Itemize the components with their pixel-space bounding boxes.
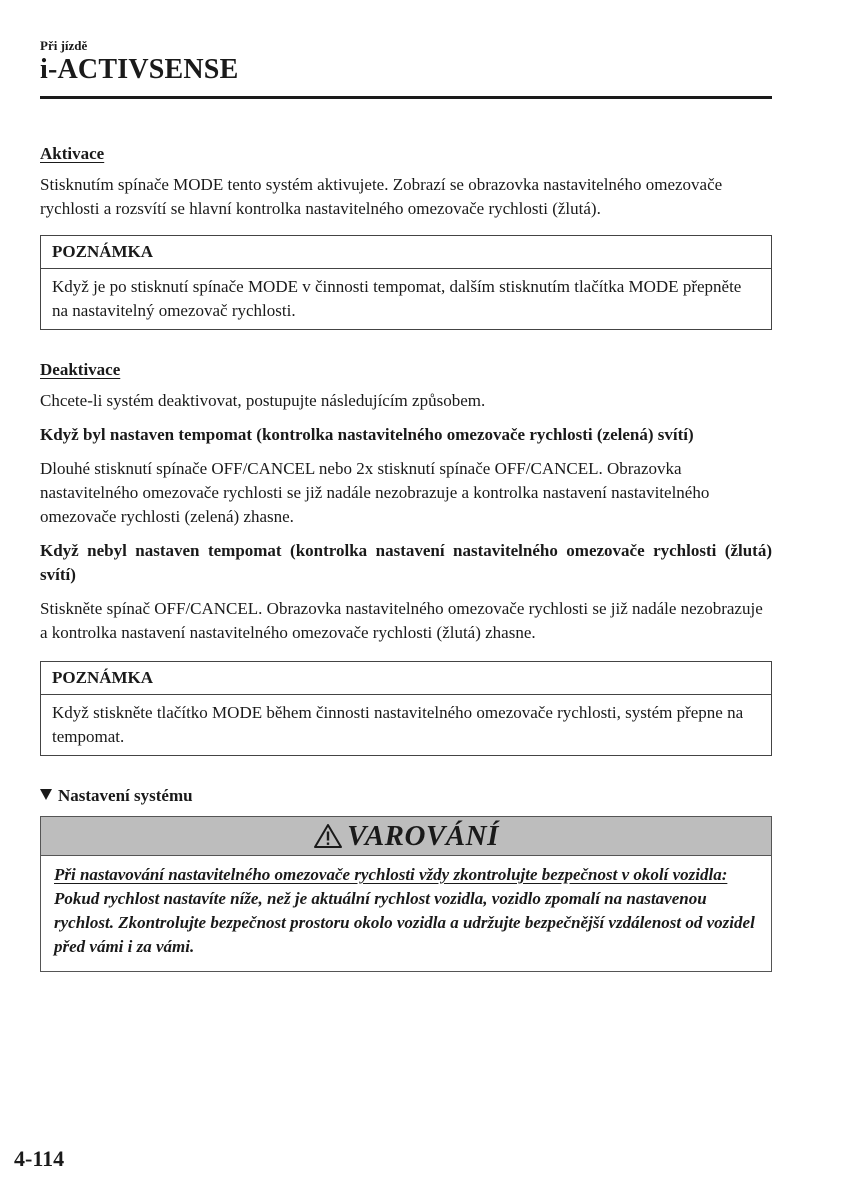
deactivation-intro: Chcete-li systém deaktivovat, postupujte následujícím způsobem. — [40, 391, 486, 410]
deactivation-note — [40, 661, 772, 756]
activation-text: Stisknutím spínače MODE tento systém aktivujete. Zobrazí se obrazovka nastavitelného omezovače rychlosti a rozsvítí se hlavní kontrolka nastavitelného omezovače rychlosti (žlutá). — [40, 175, 723, 218]
note-label: POZNÁMKA — [41, 662, 771, 695]
note-text: Když stiskněte tlačítko MODE během činnosti nastavitelného omezovače rychlosti, systém přepne na tempomat. — [52, 703, 744, 746]
warning-title: Při nastavování nastavitelného omezovače rychlosti vždy zkontrolujte bezpečnost v okolí vozidla: — [54, 865, 728, 884]
warning-triangle-icon — [313, 823, 343, 849]
warning-label: VAROVÁNÍ — [347, 819, 499, 852]
system-settings-label: Nastavení systému — [58, 786, 193, 805]
warning-text: Pokud rychlost nastavíte níže, než je aktuální rychlost vozidla, vozidlo zpomalí na nastavenou rychlost. Zkontrolujte bezpečnost prostoru okolo vozidla a udržujte bezpečnější vzdálenost od vozidel před vámi i za vámi. — [54, 889, 755, 956]
page-number: 4-114 — [14, 1146, 65, 1171]
deactivation-case1-text: Dlouhé stisknutí spínače OFF/CANCEL nebo 2x stisknutí spínače OFF/CANCEL. Obrazovka nastavitelného omezovače rychlosti se již nadále nezobrazuje a kontrolka nastavení nastavitelného omezovače rychlosti (zelená) zhasne. — [40, 459, 710, 526]
activation-note — [40, 235, 772, 330]
activation-heading: Aktivace — [40, 144, 105, 163]
system-settings-heading — [40, 786, 772, 806]
deactivation-case1-title: Když byl nastaven tempomat (kontrolka nastavitelného omezovače rychlosti (zelená) svítí) — [40, 425, 694, 444]
note-label: POZNÁMKA — [41, 236, 771, 269]
main-content — [40, 144, 772, 972]
warning-body — [41, 856, 771, 971]
triangle-down-icon — [40, 789, 52, 800]
warning-header — [41, 817, 771, 856]
deactivation-case2-title: Když nebyl nastaven tempomat (kontrolka nastavení nastavitelného omezovače rychlosti (žlutá) svítí) — [40, 541, 772, 584]
breadcrumb: Při jízdě — [40, 38, 88, 53]
page-title: i-ACTIVSENSE — [40, 54, 239, 85]
deactivation-heading: Deaktivace — [40, 360, 121, 379]
title-divider — [40, 96, 772, 99]
deactivation-case2-text: Stiskněte spínač OFF/CANCEL. Obrazovka nastavitelného omezovače rychlosti se již nadále nezobrazuje a kontrolka nastavení nastavitelného omezovače rychlosti (žlutá) zhasne. — [40, 599, 763, 642]
warning-box — [40, 816, 772, 972]
note-text: Když je po stisknutí spínače MODE v činnosti tempomat, dalším stisknutím tlačítka MODE přepněte na nastavitelný omezovač rychlosti. — [52, 277, 742, 320]
